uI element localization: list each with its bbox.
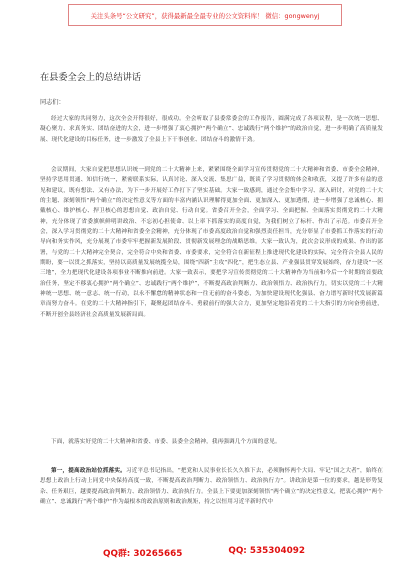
footer-contacts [0, 546, 408, 559]
paragraph-3: 下面，就落实好党的二十大精神和省委、市委、县委全会精神，我再强调几个方面的意见。 [51, 439, 281, 445]
point-1-text: 习近平总书记指出，“把党和人民事业长长久久推下去，必须胸怀两个大局、牢记“国之大者”，始终在思想上政治上行动上同党中央保持高度一致，不断提高政治判断力、政治领悟力、政治执行力”。讲政治是第一位的要求，越是形势复杂、任务艰巨，越要提高政治判断力、政治领悟力、政治执行力。全县上下要更加深刻领悟“两个确立”的决定性意义，把衷心拥护“两个确立”、忠诚践行“两个维护”作为最根本的政治原则和政治规矩，持之以恒用习近平新时代中 [40, 468, 383, 506]
qq-number: QQ: 535304092 [228, 546, 305, 556]
salutation: 同志们： [40, 99, 65, 106]
paragraph-4 [40, 466, 383, 507]
paragraph-2: 会议期间，大家自觉把思想认识统一到党的二十大精神上来，紧紧围绕全面学习宣传贯彻党的二十大精神和省委、市委全会精神，坚持学思用贯通、知信行统一，紧密联系实际，认真讨论、深入交流、集思广益，既谈了学习贯彻的体会和收获，又提了许多有益的意见和建议，既有想法、又有办法，为下一步开展好工作打下了坚实基础。大家一致感到，通过全会集中学习、深入研讨，对党的二十大的主题、深刻领悟“两个确立”的决定性意义等方面的丰富内涵认识理解得更加全面、更加深入、更加透彻，进一步增强了忠诚核心、拥戴核心、维护核心、捍卫核心的思想自觉、政治自觉、行动自觉。省委召开全会，全面学习、全面把握、全面落实贯彻党的二十大精神，充分体现了省委旗帜鲜明讲政治、不忘初心担使命、以上率下抓落实的高度自觉，为我们树立了标杆、作出了示范。市委召开全会，深入学习贯彻党的二十大精神和省委全会精神，充分体现了市委高度政治自觉和强烈责任担当，充分彰显了市委抓工作落实的行动导向和务实作风，充分展现了市委牢牢把握新发展阶段、贯彻新发展理念的战略思维。大家一致认为，此次会议形成的成果、作出的部署，与党的二十大精神完全契合，完全符合中央和省委、市委要求，完全符合在新征程上推进现代化建设的实际，完全符合全县人民的期盼，要一以贯之抓落实，坚持以高质量发展统揽全局，围绕“四新”主攻“四化”，把生态立县、产业强县贯穿发展始终，奋力建设“一区三地”，全力把现代化建设各项事业不断推向前进。大家一致表示，要把学习宣传贯彻党的二十大精神作为当前和今后一个时期的首要政治任务，坚定不移衷心拥护“两个确立”、忠诚践行“两个维护”，不断提高政治判断力、政治领悟力、政治执行力，切实以党的二十大精神统一思想、统一意志、统一行动，以永不懈怠的精神状态和一往无前的奋斗姿态，为加快建设现代化强县、奋力谱写新时代发展新篇章而努力奋斗。在党的二十大精神指引下，凝聚起团结奋斗、勇毅前行的强大合力，更加坚定地沿着党的二十大指引的方向奋勇前进，不断开创全县经济社会高质量发展新局面。 [40, 167, 383, 318]
promo-banner [68, 4, 342, 26]
qq-group-number: QQ群: 30265665 [103, 549, 183, 559]
paragraph-1: 经过大家的共同努力，这次全会开得很好，很成功。全会听取了县委常委会的工作报告，圆满完成了各项议程，是一次统一思想、凝心聚力、求真务实、团结奋进的大会，进一步增强了衷心拥护“两个确立”、忠诚践行“两个维护”的政治自觉，进一步明确了高质量发展、现代化建设的目标任务，进一步激发了全县上下干事创业、团结奋斗的激情干劲。 [40, 116, 383, 143]
document-title: 在县委全会上的总结讲话 [40, 72, 142, 83]
promo-banner-text: 关注头条号“公文研究”，获得最新最全最专业的公文资料库！ 微信：gongwenyj [90, 11, 320, 20]
point-1-lead: 第一，提高政治站位抓落实。 [51, 468, 126, 474]
